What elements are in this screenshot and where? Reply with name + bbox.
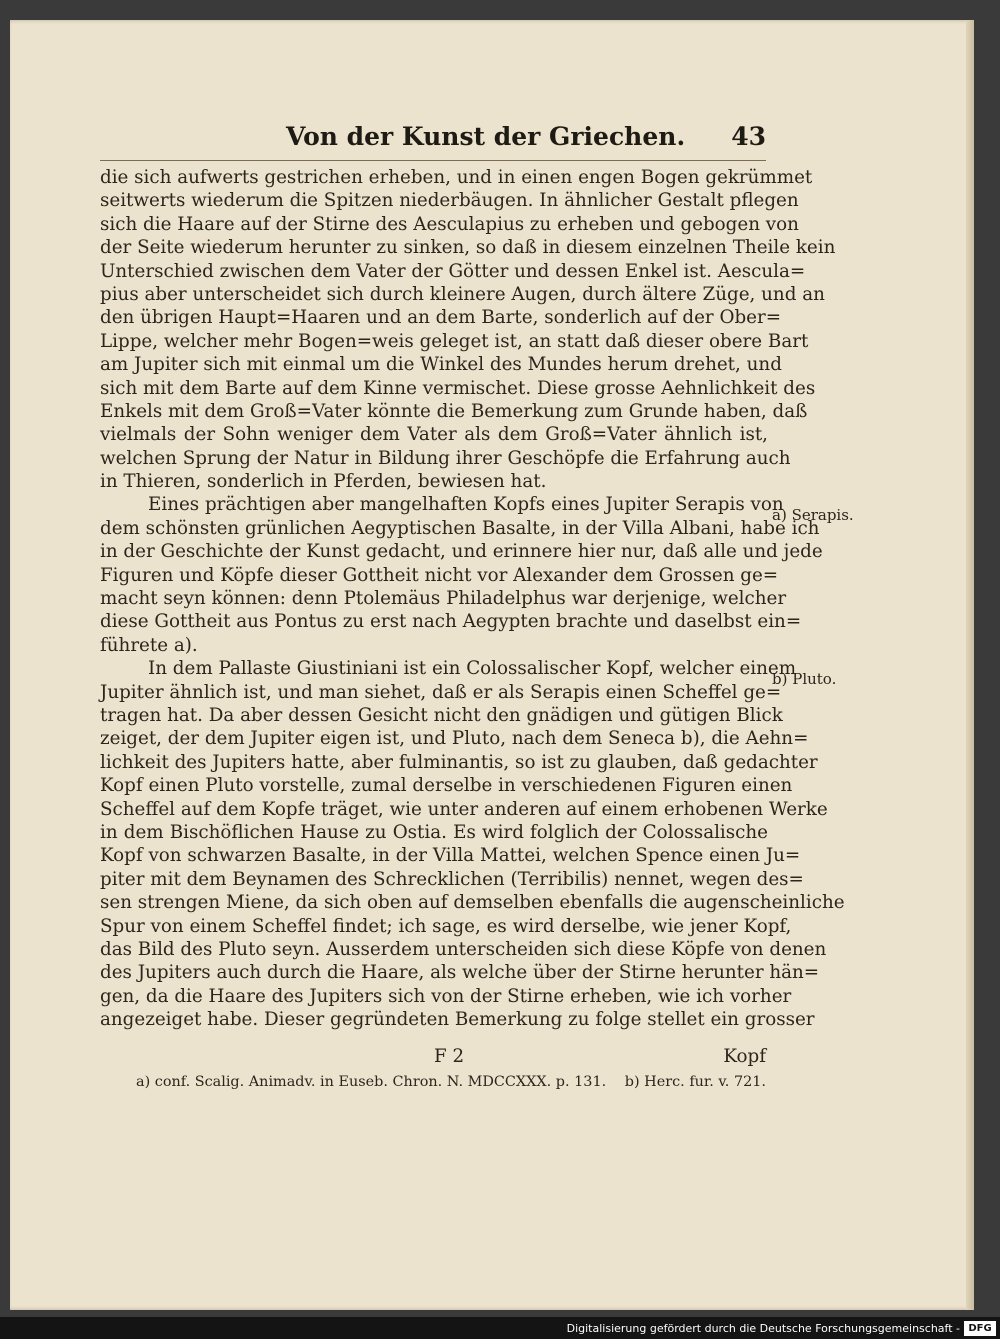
text-line: sich die Haare auf der Stirne des Aesculapius zu erheben und gebogen von [100,213,799,235]
text-line: am Jupiter sich mit einmal um die Winkel des Mundes herum drehet, und [100,354,782,376]
text-line: in Thieren, sonderlich in Pferden, bewiesen hat. [100,471,547,493]
text-line: pius aber unterscheidet sich durch kleinere Augen, durch ältere Züge, und an [100,283,825,305]
running-header [286,118,766,158]
text-line: Unterschied zwischen dem Vater der Götter und dessen Enkel ist. Aescula= [100,260,806,282]
text-line: in dem Bischöflichen Hause zu Ostia. Es wird folglich der Colossalische [100,821,768,843]
text-line: Jupiter ähnlich ist, und man siehet, daß er als Serapis einen Scheffel ge= [100,681,782,703]
text-line: angezeiget habe. Dieser gegründeten Bemerkung zu folge stellet ein grosser [100,1009,815,1031]
text-line: der Seite wiederum herunter zu sinken, so daß in diesem einzelnen Theile kein [100,237,836,259]
catchword: Kopf [723,1046,766,1067]
text-line: den übrigen Haupt=Haaren und an dem Barte, sonderlich auf der Ober= [100,307,782,329]
text-line: vielmals der Sohn weniger dem Vater als dem Groß=Vater ähnlich ist, [100,424,768,446]
text-line: Enkels mit dem Groß=Vater könnte die Bemerkung zum Grunde haben, daß [100,400,808,422]
text-line: Lippe, welcher mehr Bogen=weis geleget ist, an statt daß dieser obere Bart [100,330,809,352]
page-number: 43 [731,122,766,151]
dfg-logo: DFG [964,1321,996,1336]
text-line: lichkeit des Jupiters hatte, aber fulminantis, so ist zu glauben, daß gedachter [100,751,818,773]
text-line: zeiget, der dem Jupiter eigen ist, und Pluto, nach dem Seneca b), die Aehn= [100,728,809,750]
funding-notice: Digitalisierung gefördert durch die Deutsche Forschungsgemeinschaft - [566,1322,960,1335]
text-line: Scheffel auf dem Kopfe träget, wie unter anderen auf einem erhobenen Werke [100,798,828,820]
text-line: Kopf einen Pluto vorstelle, zumal derselbe in verschiedenen Figuren einen [100,775,793,797]
text-line: piter mit dem Beynamen des Schrecklichen (Terribilis) nennet, wegen des= [100,868,804,890]
text-line: das Bild des Pluto seyn. Ausserdem unterscheiden sich diese Köpfe von denen [100,938,827,960]
text-line: In dem Pallaste Giustiniani ist ein Colossalischer Kopf, welcher einem [148,658,797,680]
text-line: in der Geschichte der Kunst gedacht, und erinnere hier nur, daß alle und jede [100,541,823,563]
text-line: Figuren und Köpfe dieser Gottheit nicht vor Alexander dem Grossen ge= [100,564,779,586]
text-line: gen, da die Haare des Jupiters sich von der Stirne erheben, wie ich vorher [100,985,792,1007]
text-line: sich mit dem Barte auf dem Kinne vermischet. Diese grosse Aehnlichkeit des [100,377,816,399]
footnote-b: b) Herc. fur. v. 721. [624,1074,766,1090]
text-line: welchen Sprung der Natur in Bildung ihrer Geschöpfe die Erfahrung auch [100,447,791,469]
text-line: die sich aufwerts gestrichen erheben, und in einen engen Bogen gekrümmet [100,167,813,188]
page-foot [100,1046,766,1070]
text-line: Kopf von schwarzen Basalte, in der Villa Mattei, welchen Spence einen Ju= [100,845,801,867]
footnote-a: a) conf. Scalig. Animadv. in Euseb. Chron. N. MDCCXXX. p. 131. [136,1074,607,1090]
text-line: diese Gottheit aus Pontus zu erst nach Aegypten brachte und daselbst ein= [100,611,802,633]
text-line: Eines prächtigen aber mangelhaften Kopfs eines Jupiter Serapis von [148,494,784,516]
footnotes [136,1074,766,1096]
text-line: führete a). [100,634,198,656]
text-line: seitwerts wiederum die Spitzen niederbäugen. In ähnlicher Gestalt pflegen [100,190,799,212]
running-title: Von der Kunst der Griechen. [286,122,686,151]
margin-note-serapis: a) Serapis. [772,506,854,524]
text-line: macht seyn können: denn Ptolemäus Philadelphus war derjenige, welcher [100,588,787,610]
signature-mark: F 2 [434,1046,465,1067]
text-line: dem schönsten grünlichen Aegyptischen Basalte, in der Villa Albani, habe ich [100,517,820,539]
text-line: des Jupiters auch durch die Haare, als welche über der Stirne herunter hän= [100,962,820,984]
footer-bar [0,1317,1000,1339]
text-line: tragen hat. Da aber dessen Gesicht nicht den gnädigen und gütigen Blick [100,704,783,726]
text-line: sen strengen Miene, da sich oben auf demselben ebenfalls die augenscheinliche [100,892,845,914]
text-line: Spur von einem Scheffel findet; ich sage, es wird derselbe, wie jener Kopf, [100,915,792,937]
margin-note-pluto: b) Pluto. [772,670,837,688]
page-edge [966,20,974,1310]
header-rule [100,160,766,161]
